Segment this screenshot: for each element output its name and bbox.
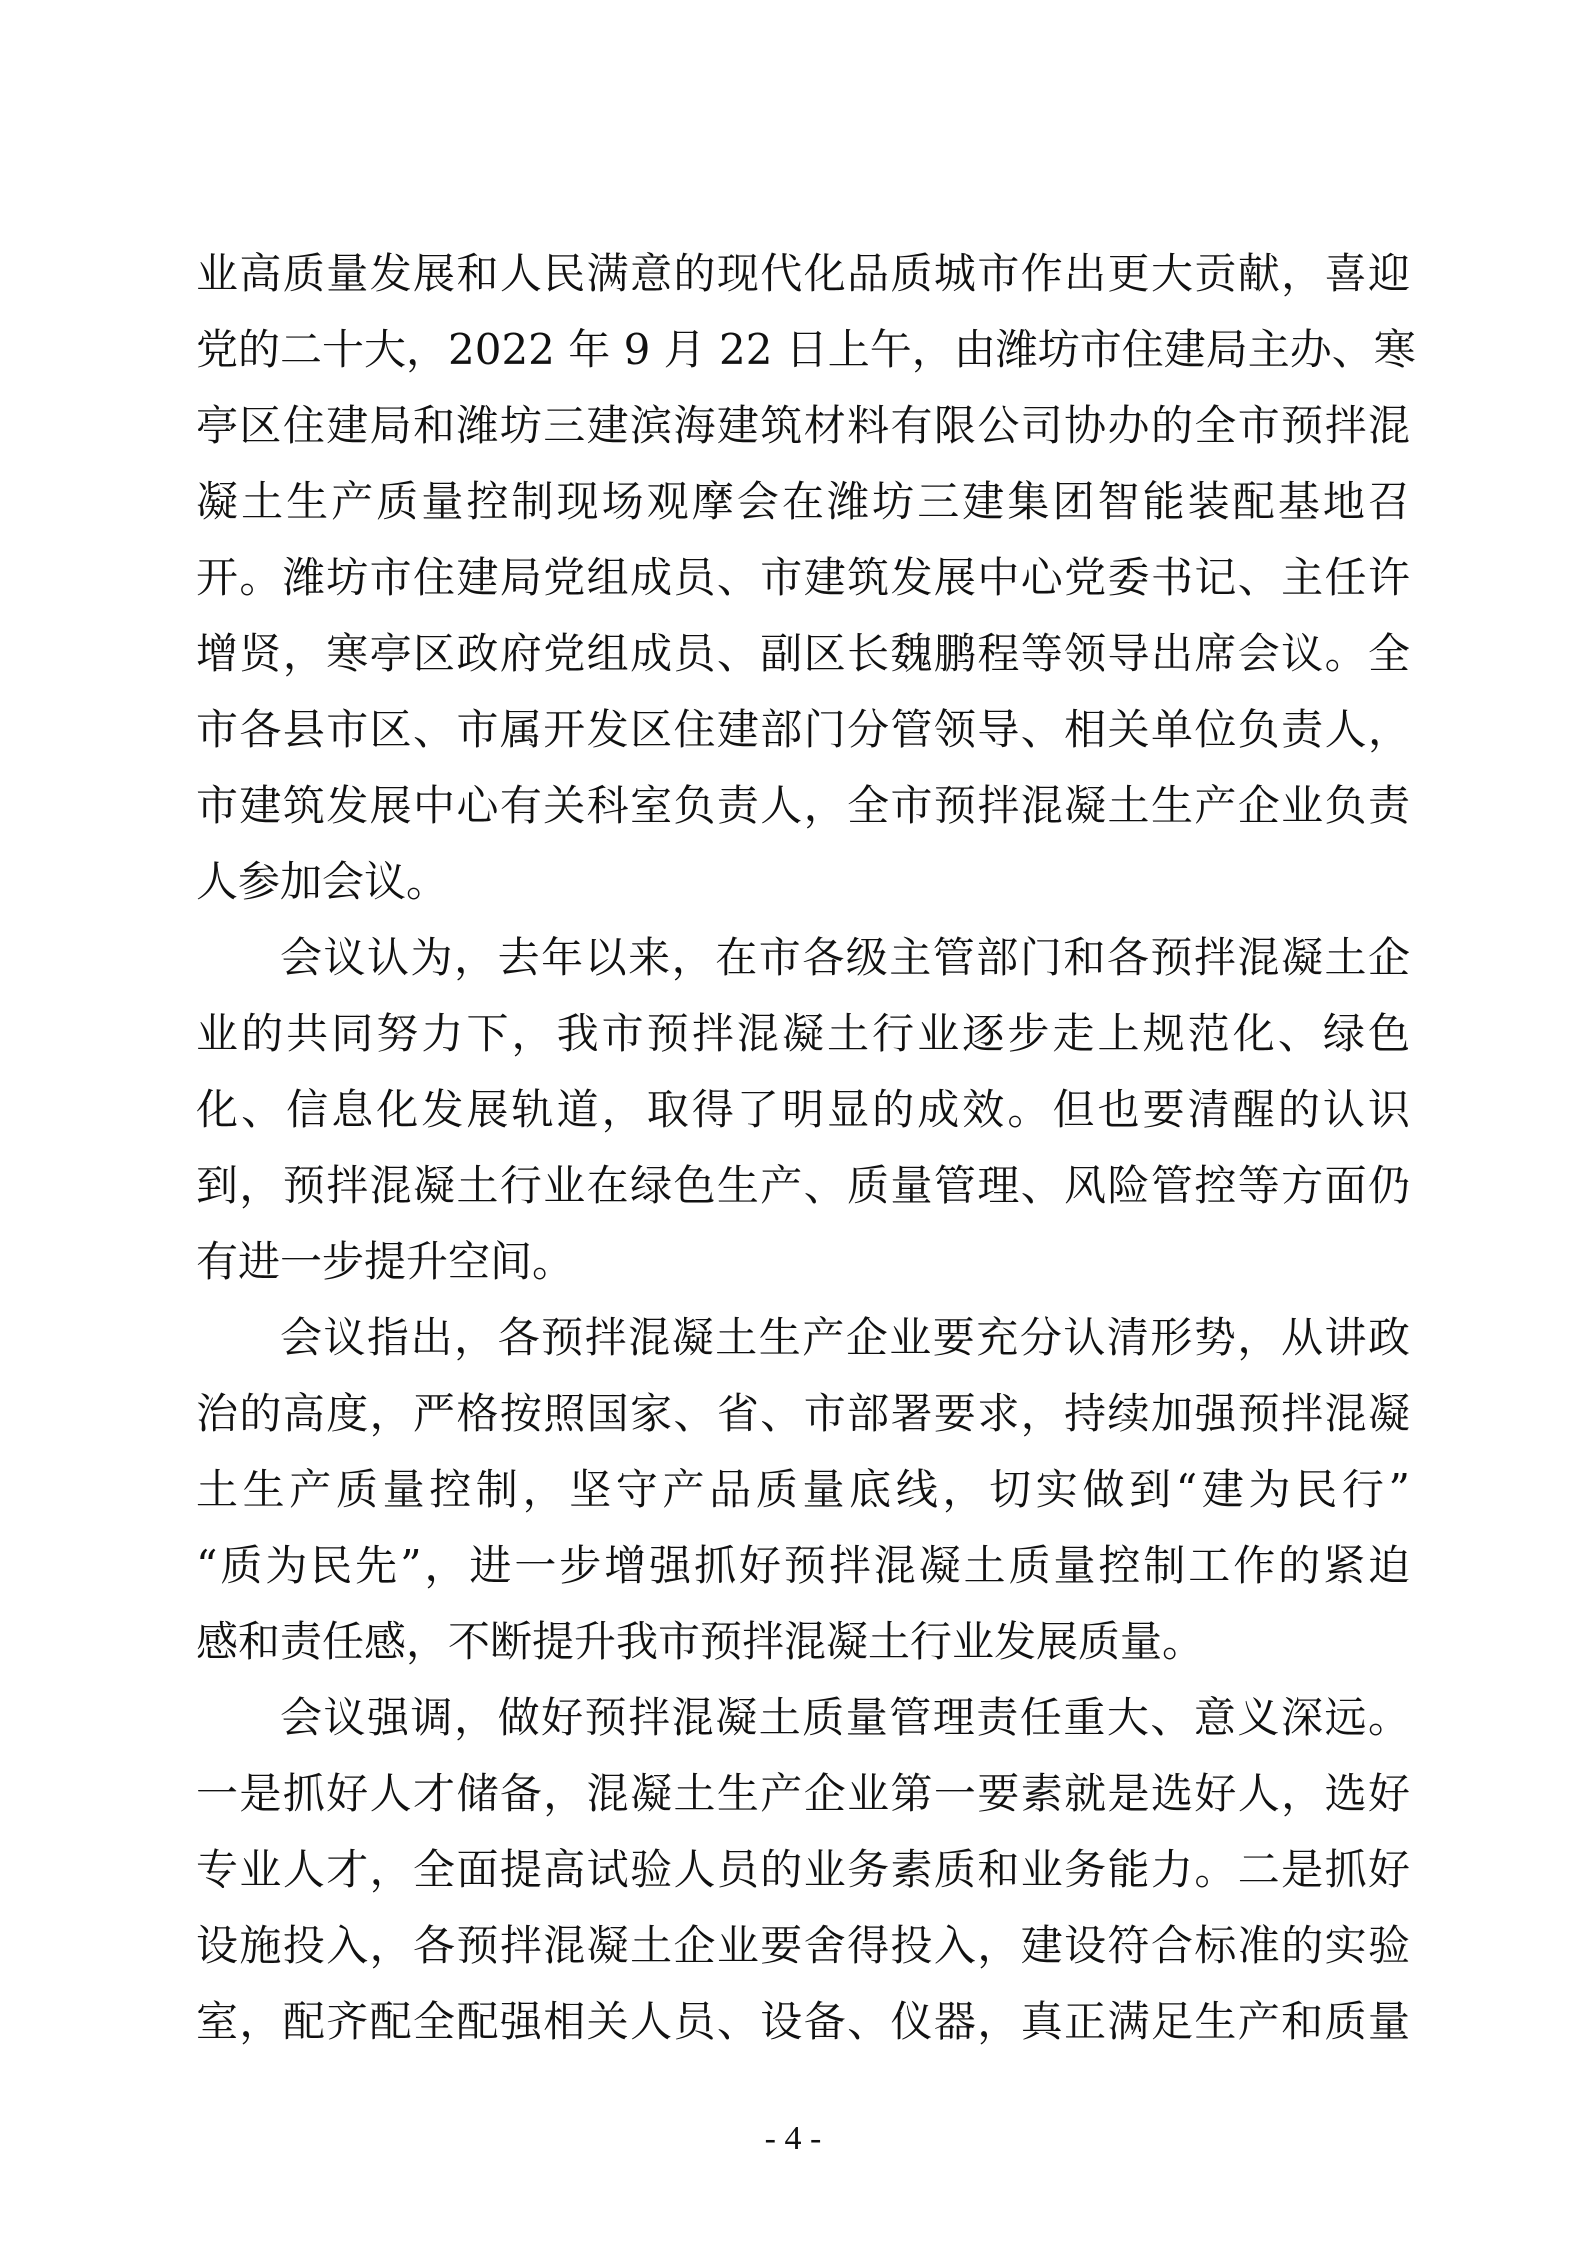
text-line: 市建筑发展中心有关科室负责人，全市预拌混凝土生产企业负责 — [196, 781, 1410, 830]
text-line: 治的高度，严格按照国家、省、市部署要求，持续加强预拌混凝 — [196, 1389, 1410, 1438]
text-line: 到，预拌混凝土行业在绿色生产、质量管理、风险管控等方面仍 — [196, 1161, 1410, 1210]
text-line: 凝土生产质量控制现场观摩会在潍坊三建集团智能装配基地召 — [196, 477, 1410, 526]
text-line: 设施投入，各预拌混凝土企业要舍得投入，建设符合标准的实验 — [196, 1921, 1410, 1970]
text-line: 室，配齐配全配强相关人员、设备、仪器，真正满足生产和质量 — [196, 1997, 1410, 2046]
text-line: 会议强调，做好预拌混凝土质量管理责任重大、意义深远。 — [280, 1693, 1410, 1742]
text-line: 亭区住建局和潍坊三建滨海建筑材料有限公司协办的全市预拌混 — [196, 401, 1410, 450]
text-line: 一是抓好人才储备，混凝土生产企业第一要素就是选好人，选好 — [196, 1769, 1410, 1818]
page-number: - 4 - — [764, 2120, 822, 2157]
text-line: 开。潍坊市住建局党组成员、市建筑发展中心党委书记、主任许 — [196, 553, 1410, 602]
text-line: 化、信息化发展轨道，取得了明显的成效。但也要清醒的认识 — [196, 1085, 1410, 1134]
text-line: 有进一步提升空间。 — [196, 1237, 575, 1286]
text-line: 专业人才，全面提高试验人员的业务素质和业务能力。二是抓好 — [196, 1845, 1410, 1894]
paragraph-4 — [196, 1680, 1410, 2060]
text-line: 业高质量发展和人民满意的现代化品质城市作出更大贡献，喜迎 — [196, 249, 1410, 298]
text-line: 感和责任感，不断提升我市预拌混凝土行业发展质量。 — [196, 1617, 1205, 1666]
text-line: 会议认为，去年以来，在市各级主管部门和各预拌混凝土企 — [280, 933, 1410, 982]
body-text — [196, 236, 1416, 2060]
text-line: 市各县市区、市属开发区住建部门分管领导、相关单位负责人， — [196, 705, 1410, 754]
text-line: 业的共同努力下，我市预拌混凝土行业逐步走上规范化、绿色 — [196, 1009, 1410, 1058]
text-line: 增贤，寒亭区政府党组成员、副区长魏鹏程等领导出席会议。全 — [196, 629, 1410, 678]
text-line: 人参加会议。 — [196, 857, 449, 906]
paragraph-1 — [196, 236, 1416, 920]
text-line: “质为民先”，进一步增强抓好预拌混凝土质量控制工作的紧迫 — [196, 1541, 1410, 1590]
text-line: 党的二十大，2022 年 9 月 22 日上午，由潍坊市住建局主办、寒 — [196, 325, 1416, 374]
text-line: 土生产质量控制，坚守产品质量底线，切实做到“建为民行” — [196, 1465, 1410, 1514]
text-line: 会议指出，各预拌混凝土生产企业要充分认清形势，从讲政 — [280, 1313, 1410, 1362]
paragraph-2 — [196, 920, 1410, 1300]
paragraph-3 — [196, 1300, 1410, 1680]
